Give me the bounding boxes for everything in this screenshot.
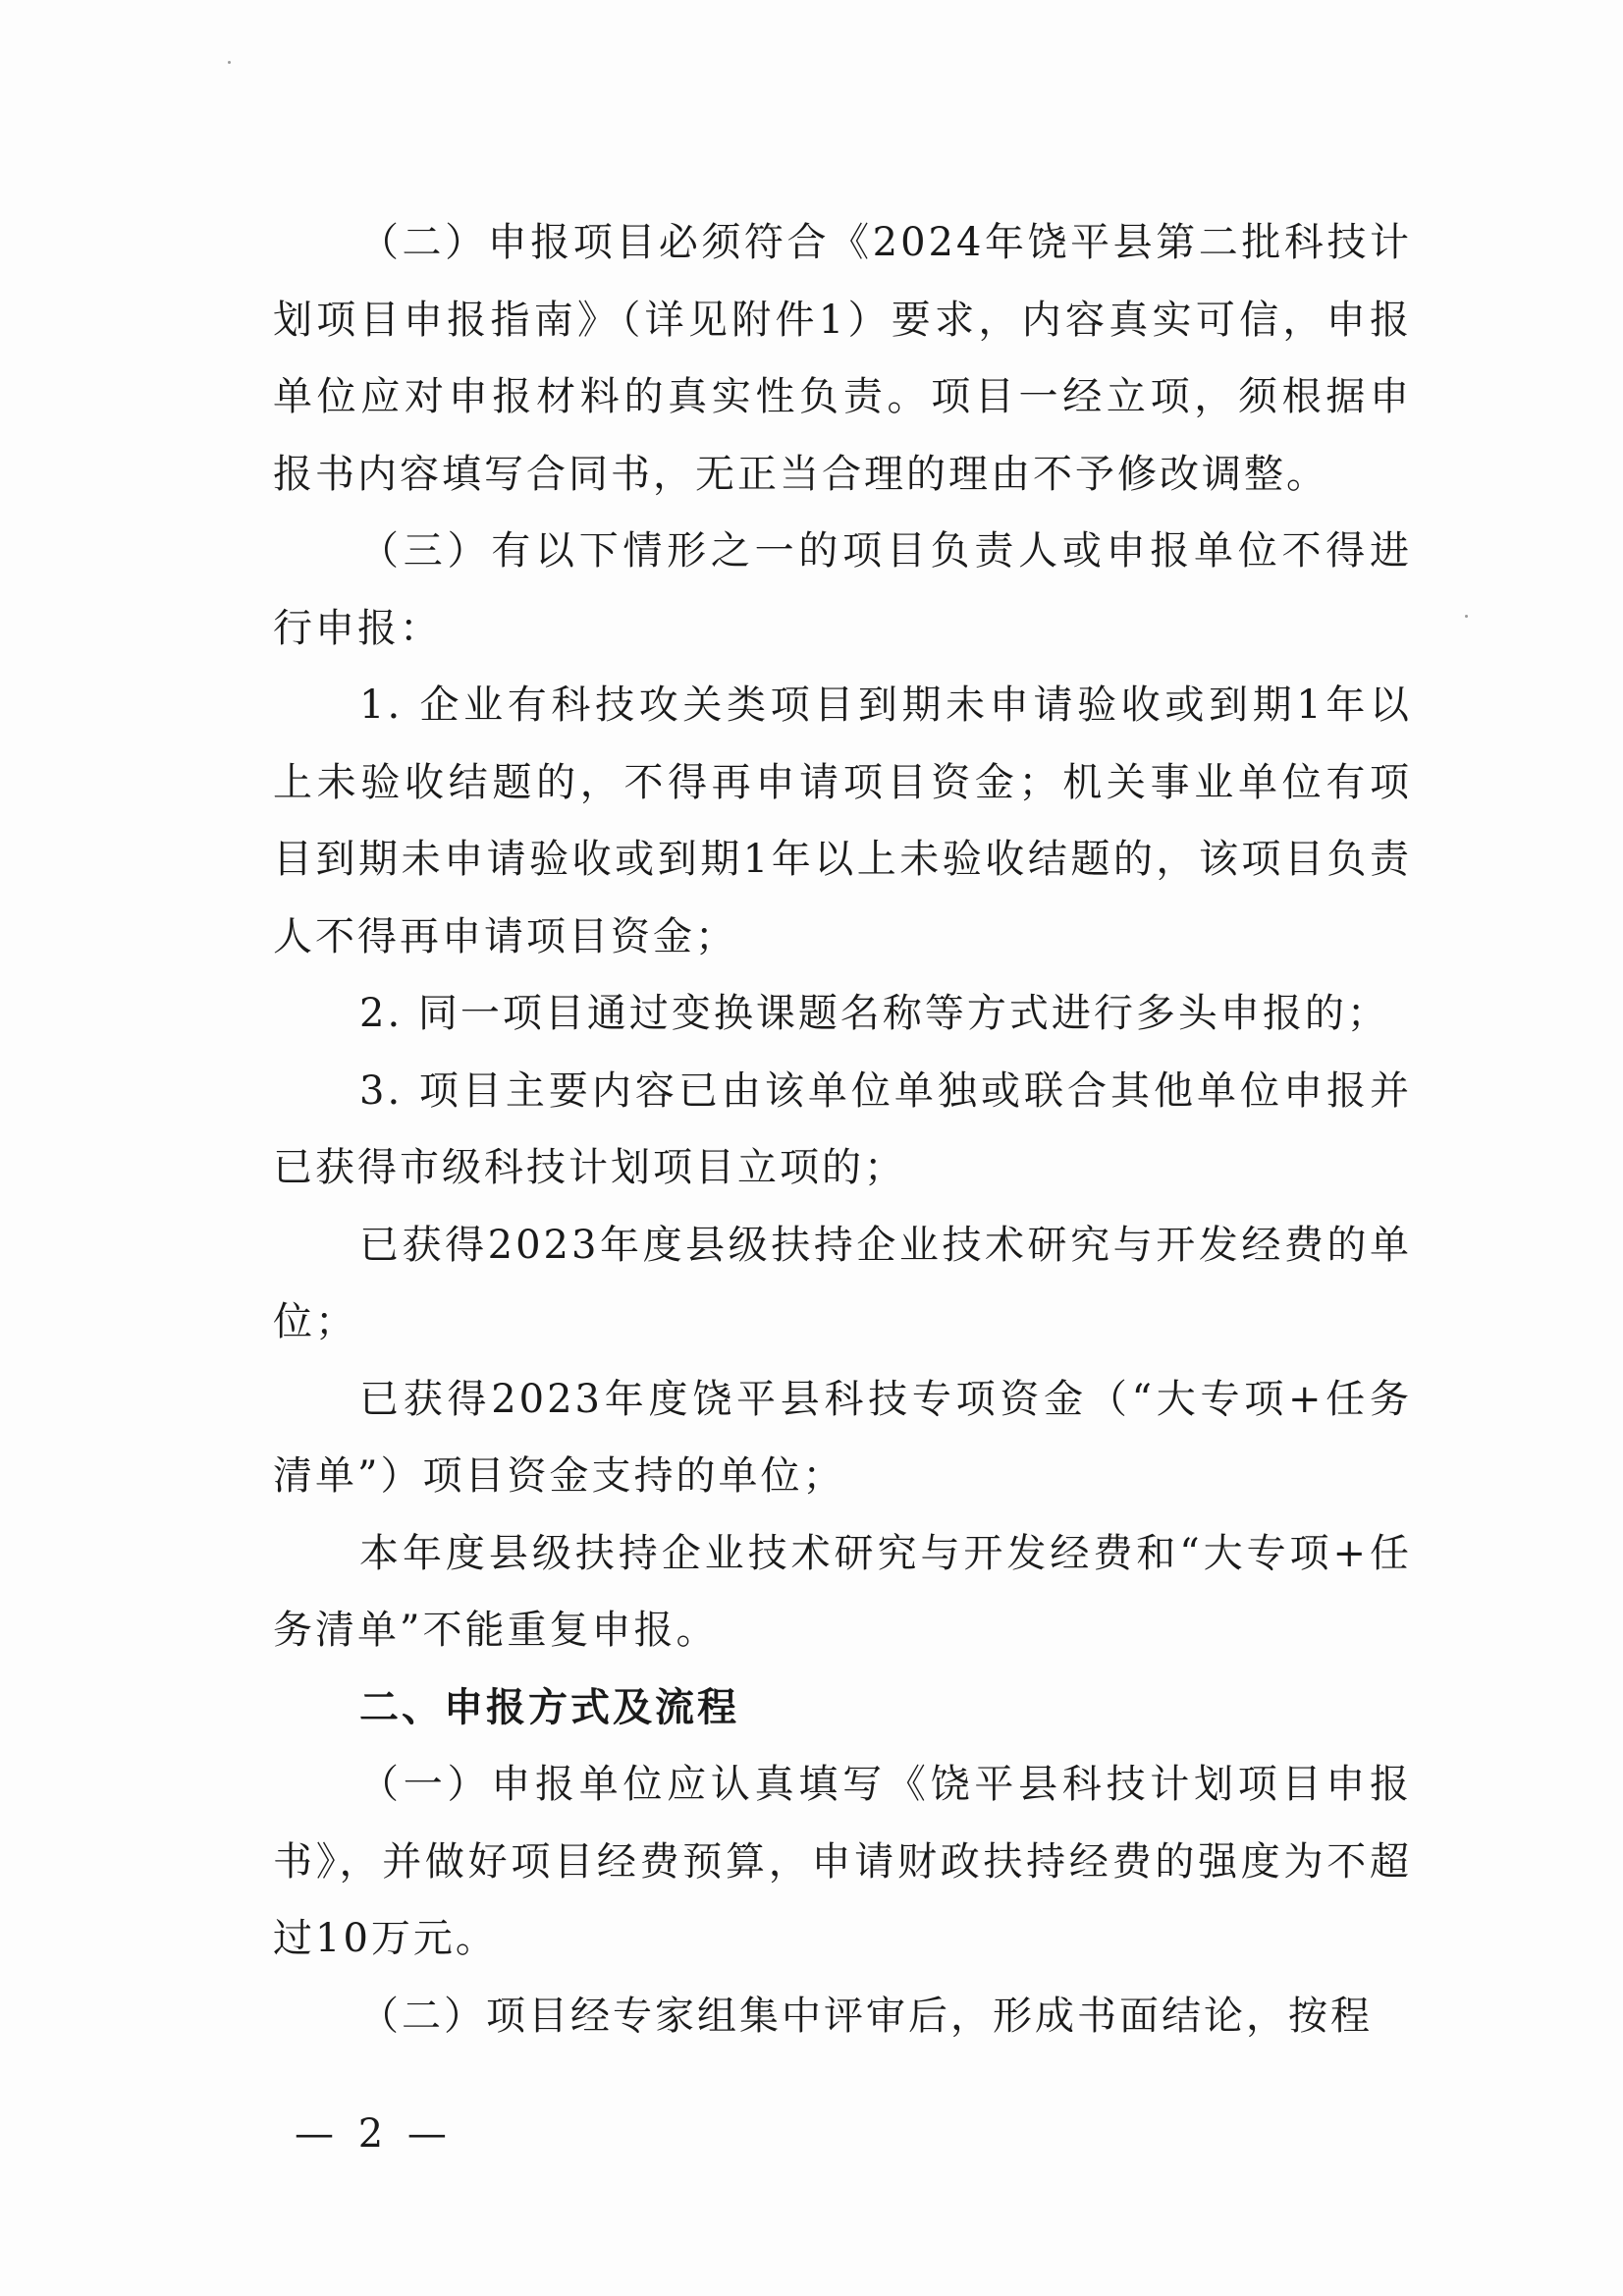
document-body [273,204,1412,2054]
paragraph-condition-3: 3. 项目主要内容已由该单位单独或联合其他单位申报并已获得市级科技计划项目立项的； [273,1067,1412,1190]
paragraph-no-duplicate: 本年度县级扶持企业技术研究与开发经费和“大专项+任务清单”不能重复申报。 [273,1530,1412,1653]
paragraph-application-form: （一）申报单位应认真填写《饶平县科技计划项目申报书》，并做好项目经费预算，申请财政扶持经费的强度为不超过10万元。 [273,1762,1412,1961]
paragraph-project-requirements: （二）申报项目必须符合《2024年饶平县第二批科技计划项目申报指南》（详见附件1）要求，内容真实可信，申报单位应对申报材料的真实性负责。项目一经立项，须根据申报书内容填写合同书，无正当合理的理由不予修改调整。 [273,220,1412,497]
paragraph-condition-5: 已获得2023年度饶平县科技专项资金（“大专项+任务清单”）项目资金支持的单位； [273,1376,1412,1499]
paragraph-expert-review: （二）项目经专家组集中评审后，形成书面结论，按程 [359,1993,1373,2039]
page-number: — 2 — [295,2111,453,2157]
paragraph-exclusion-conditions: （三）有以下情形之一的项目负责人或申报单位不得进行申报： [273,528,1412,651]
scan-speck [228,61,231,64]
section-heading: 二、申报方式及流程 [359,1684,739,1730]
paragraph-condition-2: 2. 同一项目通过变换课题名称等方式进行多头申报的； [359,991,1389,1036]
paragraph-condition-4: 已获得2023年度县级扶持企业技术研究与开发经费的单位； [273,1222,1412,1344]
scan-speck [1465,615,1468,618]
paragraph-condition-1: 1. 企业有科技攻关类项目到期未申请验收或到期1年以上未验收结题的，不得再申请项目资金；机关事业单位有项目到期未申请验收或到期1年以上未验收结题的，该项目负责人不得再申请项目资金； [273,683,1412,959]
